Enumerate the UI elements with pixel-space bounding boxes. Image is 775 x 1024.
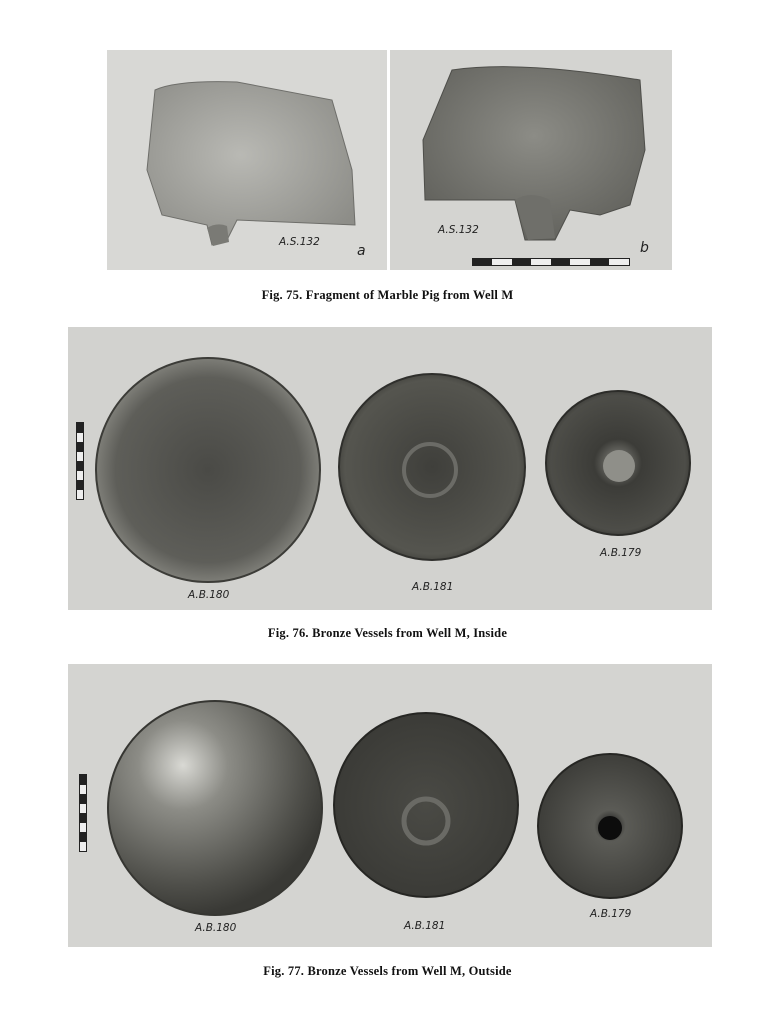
bronze-vessels-inside-photo: [68, 327, 712, 610]
fig77-vessel-2-label: A.B.181: [404, 920, 446, 932]
fig75-b-label: A.S.132: [438, 224, 479, 236]
fig75-panel-b: [390, 50, 672, 270]
fig75-b-letter: b: [640, 240, 649, 256]
marble-pig-fragment-a-photo: [107, 50, 387, 270]
fig76-vessel-1-label: A.B.180: [188, 589, 230, 601]
fig75-a-letter: a: [357, 243, 366, 259]
fig75-caption: Fig. 75. Fragment of Marble Pig from Well M: [261, 288, 514, 302]
fig75-a-label: A.S.132: [279, 236, 320, 248]
fig76-vessel-2-label: A.B.181: [412, 581, 454, 593]
fig77-photo: [68, 664, 712, 947]
marble-pig-fragment-b-photo: [390, 50, 672, 270]
fig76-vessel-3-label: A.B.179: [600, 547, 642, 559]
scale-bar-vertical: [79, 774, 87, 852]
fig77-vessel-1-label: A.B.180: [195, 922, 237, 934]
fig76-caption: Fig. 76. Bronze Vessels from Well M, Inside: [267, 626, 508, 640]
fig77-caption: Fig. 77. Bronze Vessels from Well M, Outside: [263, 964, 512, 978]
scale-bar-vertical: [76, 422, 84, 500]
fig77-vessel-3-label: A.B.179: [590, 908, 632, 920]
fig75-panel-a: [107, 50, 387, 270]
bronze-vessels-outside-photo: [68, 664, 712, 947]
fig76-photo: [68, 327, 712, 610]
scale-bar: [472, 258, 630, 266]
